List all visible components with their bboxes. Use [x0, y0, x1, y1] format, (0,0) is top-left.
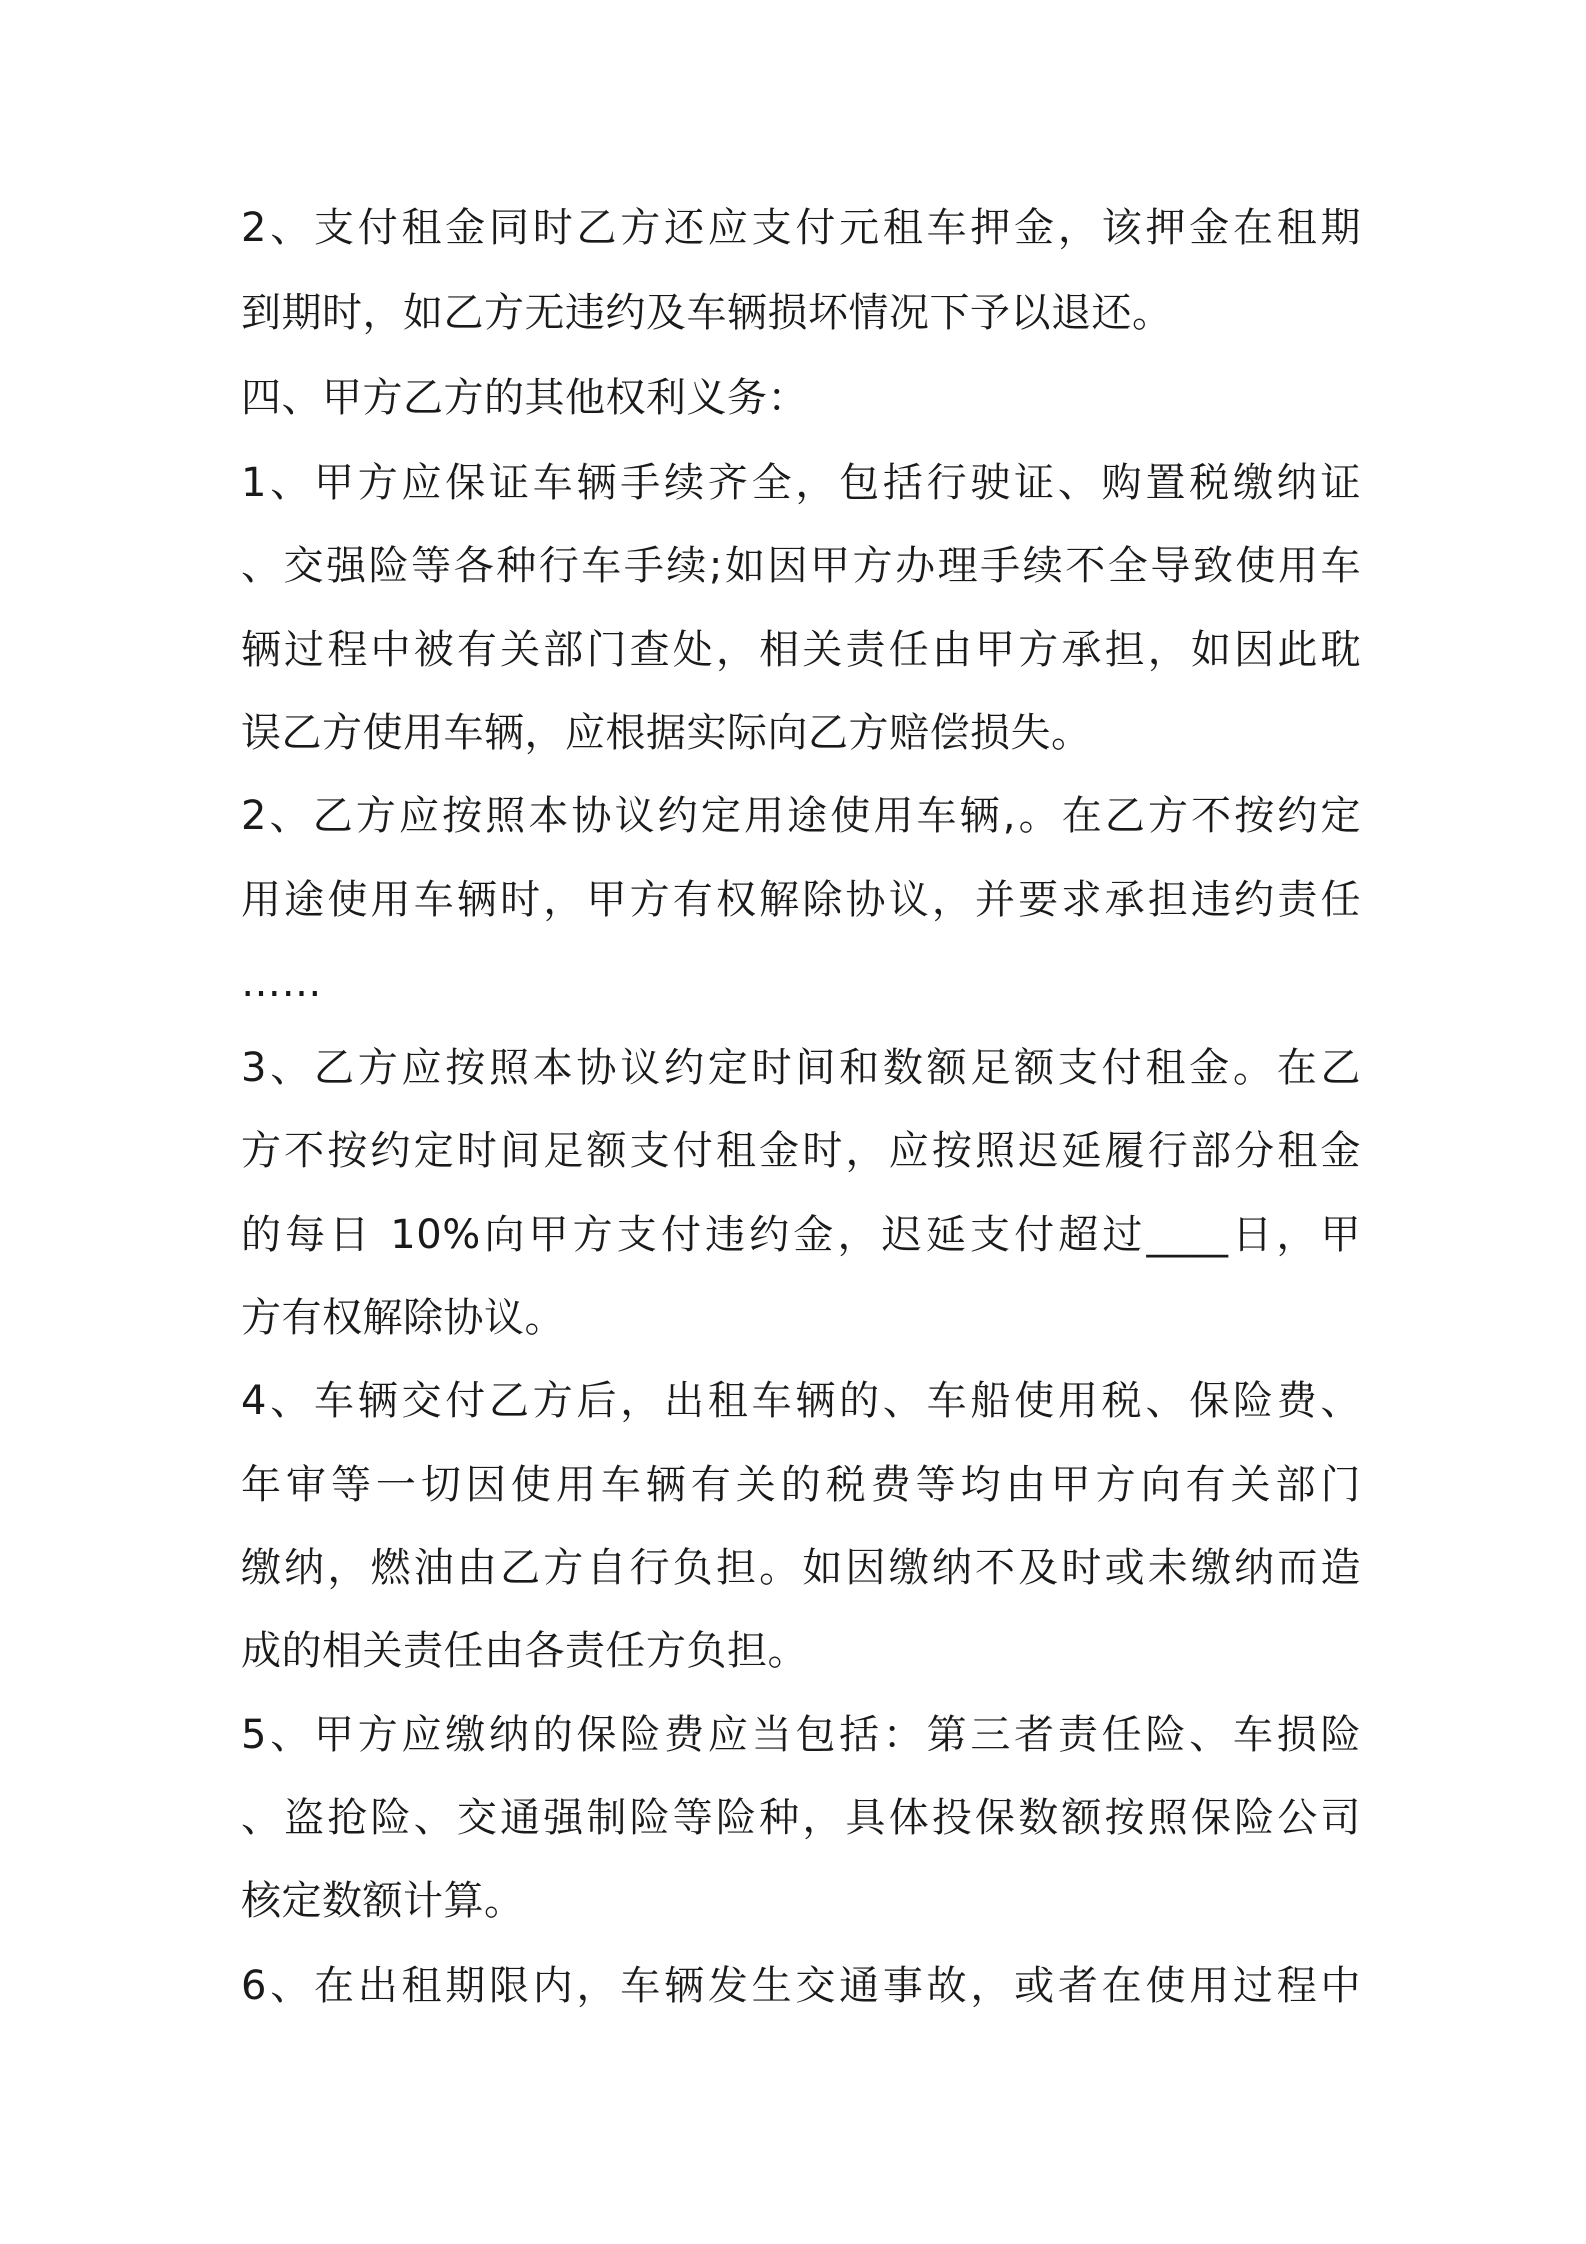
text-line: 成的相关责任由各责任方负担。 [241, 1628, 808, 1674]
text-line: 核定数额计算。 [241, 1878, 525, 1924]
text-line: 1、甲方应保证车辆手续齐全，包括行驶证、购置税缴纳证 [241, 460, 1361, 506]
text-line: 辆过程中被有关部门查处，相关责任由甲方承担，如因此耽 [241, 627, 1361, 673]
text-line: 3、乙方应按照本协议约定时间和数额足额支付租金。在乙 [241, 1045, 1361, 1091]
text-line: 年审等一切因使用车辆有关的税费等均由甲方向有关部门 [241, 1462, 1361, 1508]
text-line: 、交强险等各种行车手续;如因甲方办理手续不全导致使用车 [241, 543, 1361, 589]
text-line: 6、在出租期限内，车辆发生交通事故，或者在使用过程中 [241, 1963, 1361, 2009]
text-line: 方不按约定时间足额支付租金时，应按照迟延履行部分租金 [241, 1128, 1361, 1174]
text-line: 方有权解除协议。 [241, 1295, 565, 1341]
text-line: 四、甲方乙方的其他权利义务： [241, 375, 808, 421]
text-line: 、盗抢险、交通强制险等险种，具体投保数额按照保险公司 [241, 1795, 1361, 1841]
text-line: 4、车辆交付乙方后，出租车辆的、车船使用税、保险费、 [241, 1378, 1361, 1424]
text-line: 2、支付租金同时乙方还应支付元租车押金，该押金在租期 [241, 205, 1361, 251]
text-line: 5、甲方应缴纳的保险费应当包括：第三者责任险、车损险 [241, 1712, 1361, 1758]
text-line: 用途使用车辆时，甲方有权解除协议，并要求承担违约责任 [241, 877, 1361, 923]
text-line: …… [241, 960, 322, 1006]
text-line: 的每日 10%向甲方支付违约金，迟延支付超过____日，甲 [241, 1212, 1361, 1258]
text-line: 误乙方使用车辆，应根据实际向乙方赔偿损失。 [241, 710, 1092, 756]
text-line: 缴纳，燃油由乙方自行负担。如因缴纳不及时或未缴纳而造 [241, 1545, 1361, 1591]
text-line: 2、乙方应按照本协议约定用途使用车辆,。在乙方不按约定 [241, 793, 1361, 839]
text-line: 到期时，如乙方无违约及车辆损坏情况下予以退还。 [241, 290, 1173, 336]
